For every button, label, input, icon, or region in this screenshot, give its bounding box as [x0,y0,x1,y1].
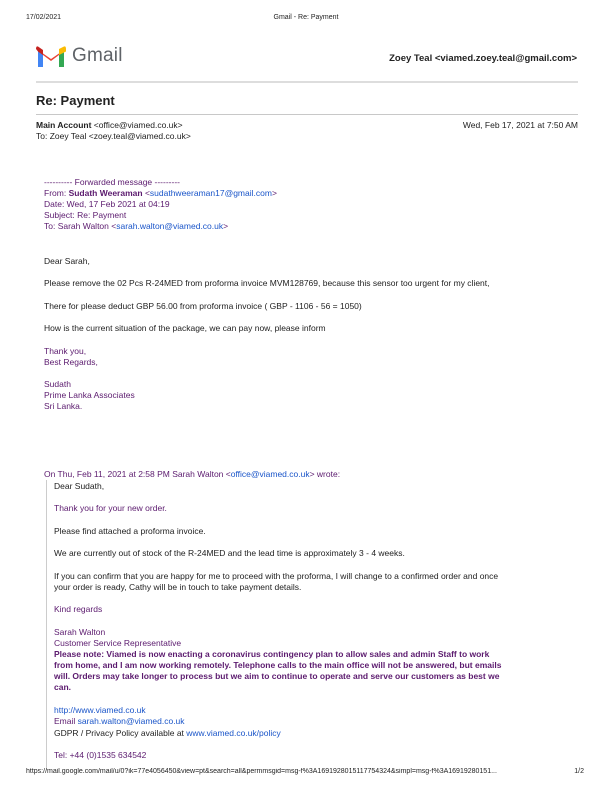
quote-paragraph-3-line-1: If you can confirm that you are happy for me to proceed with the proforma, I will change to a confirmed order and once [54,571,499,581]
forwarded-from-close: > [271,188,277,198]
forwarded-from-open: < [142,188,150,198]
gmail-logo-icon [36,45,66,68]
header-divider [36,81,578,83]
forwarded-date: Date: Wed, 17 Feb 2021 at 04:19 [44,199,170,209]
quote-intro-prefix: On Thu, Feb 11, 2021 at 2:58 PM Sarah Walton < [44,469,231,479]
quote-email-line [54,716,185,727]
forwarded-to [44,221,228,232]
print-title: Gmail - Re: Payment [273,14,339,21]
message-to: To: Zoey Teal <zoey.teal@viamed.co.uk> [36,131,191,141]
signature-company: Prime Lanka Associates [44,390,135,400]
quote-paragraph-3-line-2: your order is ready, Cathy will be in touch to take payment details. [54,582,302,592]
quote-note-line-4: can. [54,682,72,692]
quote-email-link[interactable]: sarah.walton@viamed.co.uk [77,716,185,726]
subject-divider [36,114,578,115]
signature-name: Sudath [44,379,71,389]
quote-paragraph-2: We are currently out of stock of the R-24MED and the lead time is approximately 3 - 4 weeks. [54,548,405,558]
forwarded-to-email-link[interactable]: sarah.walton@viamed.co.uk [116,221,224,231]
sender-name: Main Account [36,120,92,130]
quote-paragraph-1: Please find attached a proforma invoice. [54,526,206,536]
quote-kind-regards: Kind regards [54,604,103,614]
forwarded-from-name: Sudath Weeraman [68,188,143,198]
quote-website-link[interactable]: http://www.viamed.co.uk [54,705,146,715]
body-paragraph-3: How is the current situation of the package, we can pay now, please inform [44,323,326,333]
quote-gdpr-prefix: GDPR / Privacy Policy available at [54,728,187,738]
message-sender[interactable] [36,120,183,131]
quote-greeting: Dear Sudath, [54,481,105,491]
forwarded-header: ---------- Forwarded message --------- [44,177,180,187]
body-regards: Best Regards, [44,357,98,367]
quote-intro [44,469,340,480]
quote-email-label: Email [54,716,78,726]
quote-note-line-2: from home, and I am now working remotely. Telephone calls to the main office will not be answered, but emails [54,660,502,670]
print-date: 17/02/2021 [26,14,62,21]
body-thanks: Thank you, [44,346,87,356]
quote-intro-email-link[interactable]: office@viamed.co.uk [230,469,310,479]
print-footer-url: https://mail.google.com/mail/u/0?ik=77e4056450&view=pt&search=all&permmsgid=msg-f%3A1691928015117754324&simpl=msg-f%3A16919280151... [26,768,497,775]
quote-note-line-3: will. Orders may take longer to process but we aim to continue to operate and serve our customers as best we [54,671,500,681]
forwarded-from [44,188,277,199]
body-paragraph-1: Please remove the 02 Pcs R-24MED from proforma invoice MVM128769, because this sensor too urgent for my client, [44,278,490,288]
quote-telephone: Tel: +44 (0)1535 634542 [54,750,147,760]
sender-email: <office@viamed.co.uk> [93,120,183,130]
quote-bar [46,480,47,770]
print-page-number: 1/2 [574,768,584,775]
message-date: Wed, Feb 17, 2021 at 7:50 AM [462,120,578,130]
email-subject: Re: Payment [36,93,115,108]
body-paragraph-2: There for please deduct GBP 56.00 from proforma invoice ( GBP - 1106 - 56 = 1050) [44,301,362,311]
quote-signature-name: Sarah Walton [54,627,106,637]
forwarded-subject: Subject: Re: Payment [44,210,127,220]
quote-gdpr-line [54,728,281,739]
account-display: Zoey Teal <viamed.zoey.teal@gmail.com> [389,53,577,64]
gmail-wordmark: Gmail [72,45,123,66]
body-greeting: Dear Sarah, [44,256,90,266]
forwarded-to-close: > [223,221,229,231]
forwarded-to-label: To: Sarah Walton < [44,221,117,231]
forwarded-from-label: From: [44,188,69,198]
quote-note-line-1: Please note: Viamed is now enacting a coronavirus contingency plan to allow sales and admin Staff to work [54,649,490,659]
signature-country: Sri Lanka. [44,401,83,411]
gmail-logo[interactable] [36,45,123,73]
quote-thanks: Thank you for your new order. [54,503,167,513]
quote-gdpr-link[interactable]: www.viamed.co.uk/policy [186,728,281,738]
forwarded-from-email-link[interactable]: sudathweeraman17@gmail.com [149,188,272,198]
quote-signature-title: Customer Service Representative [54,638,182,648]
quote-intro-suffix: > wrote: [309,469,341,479]
